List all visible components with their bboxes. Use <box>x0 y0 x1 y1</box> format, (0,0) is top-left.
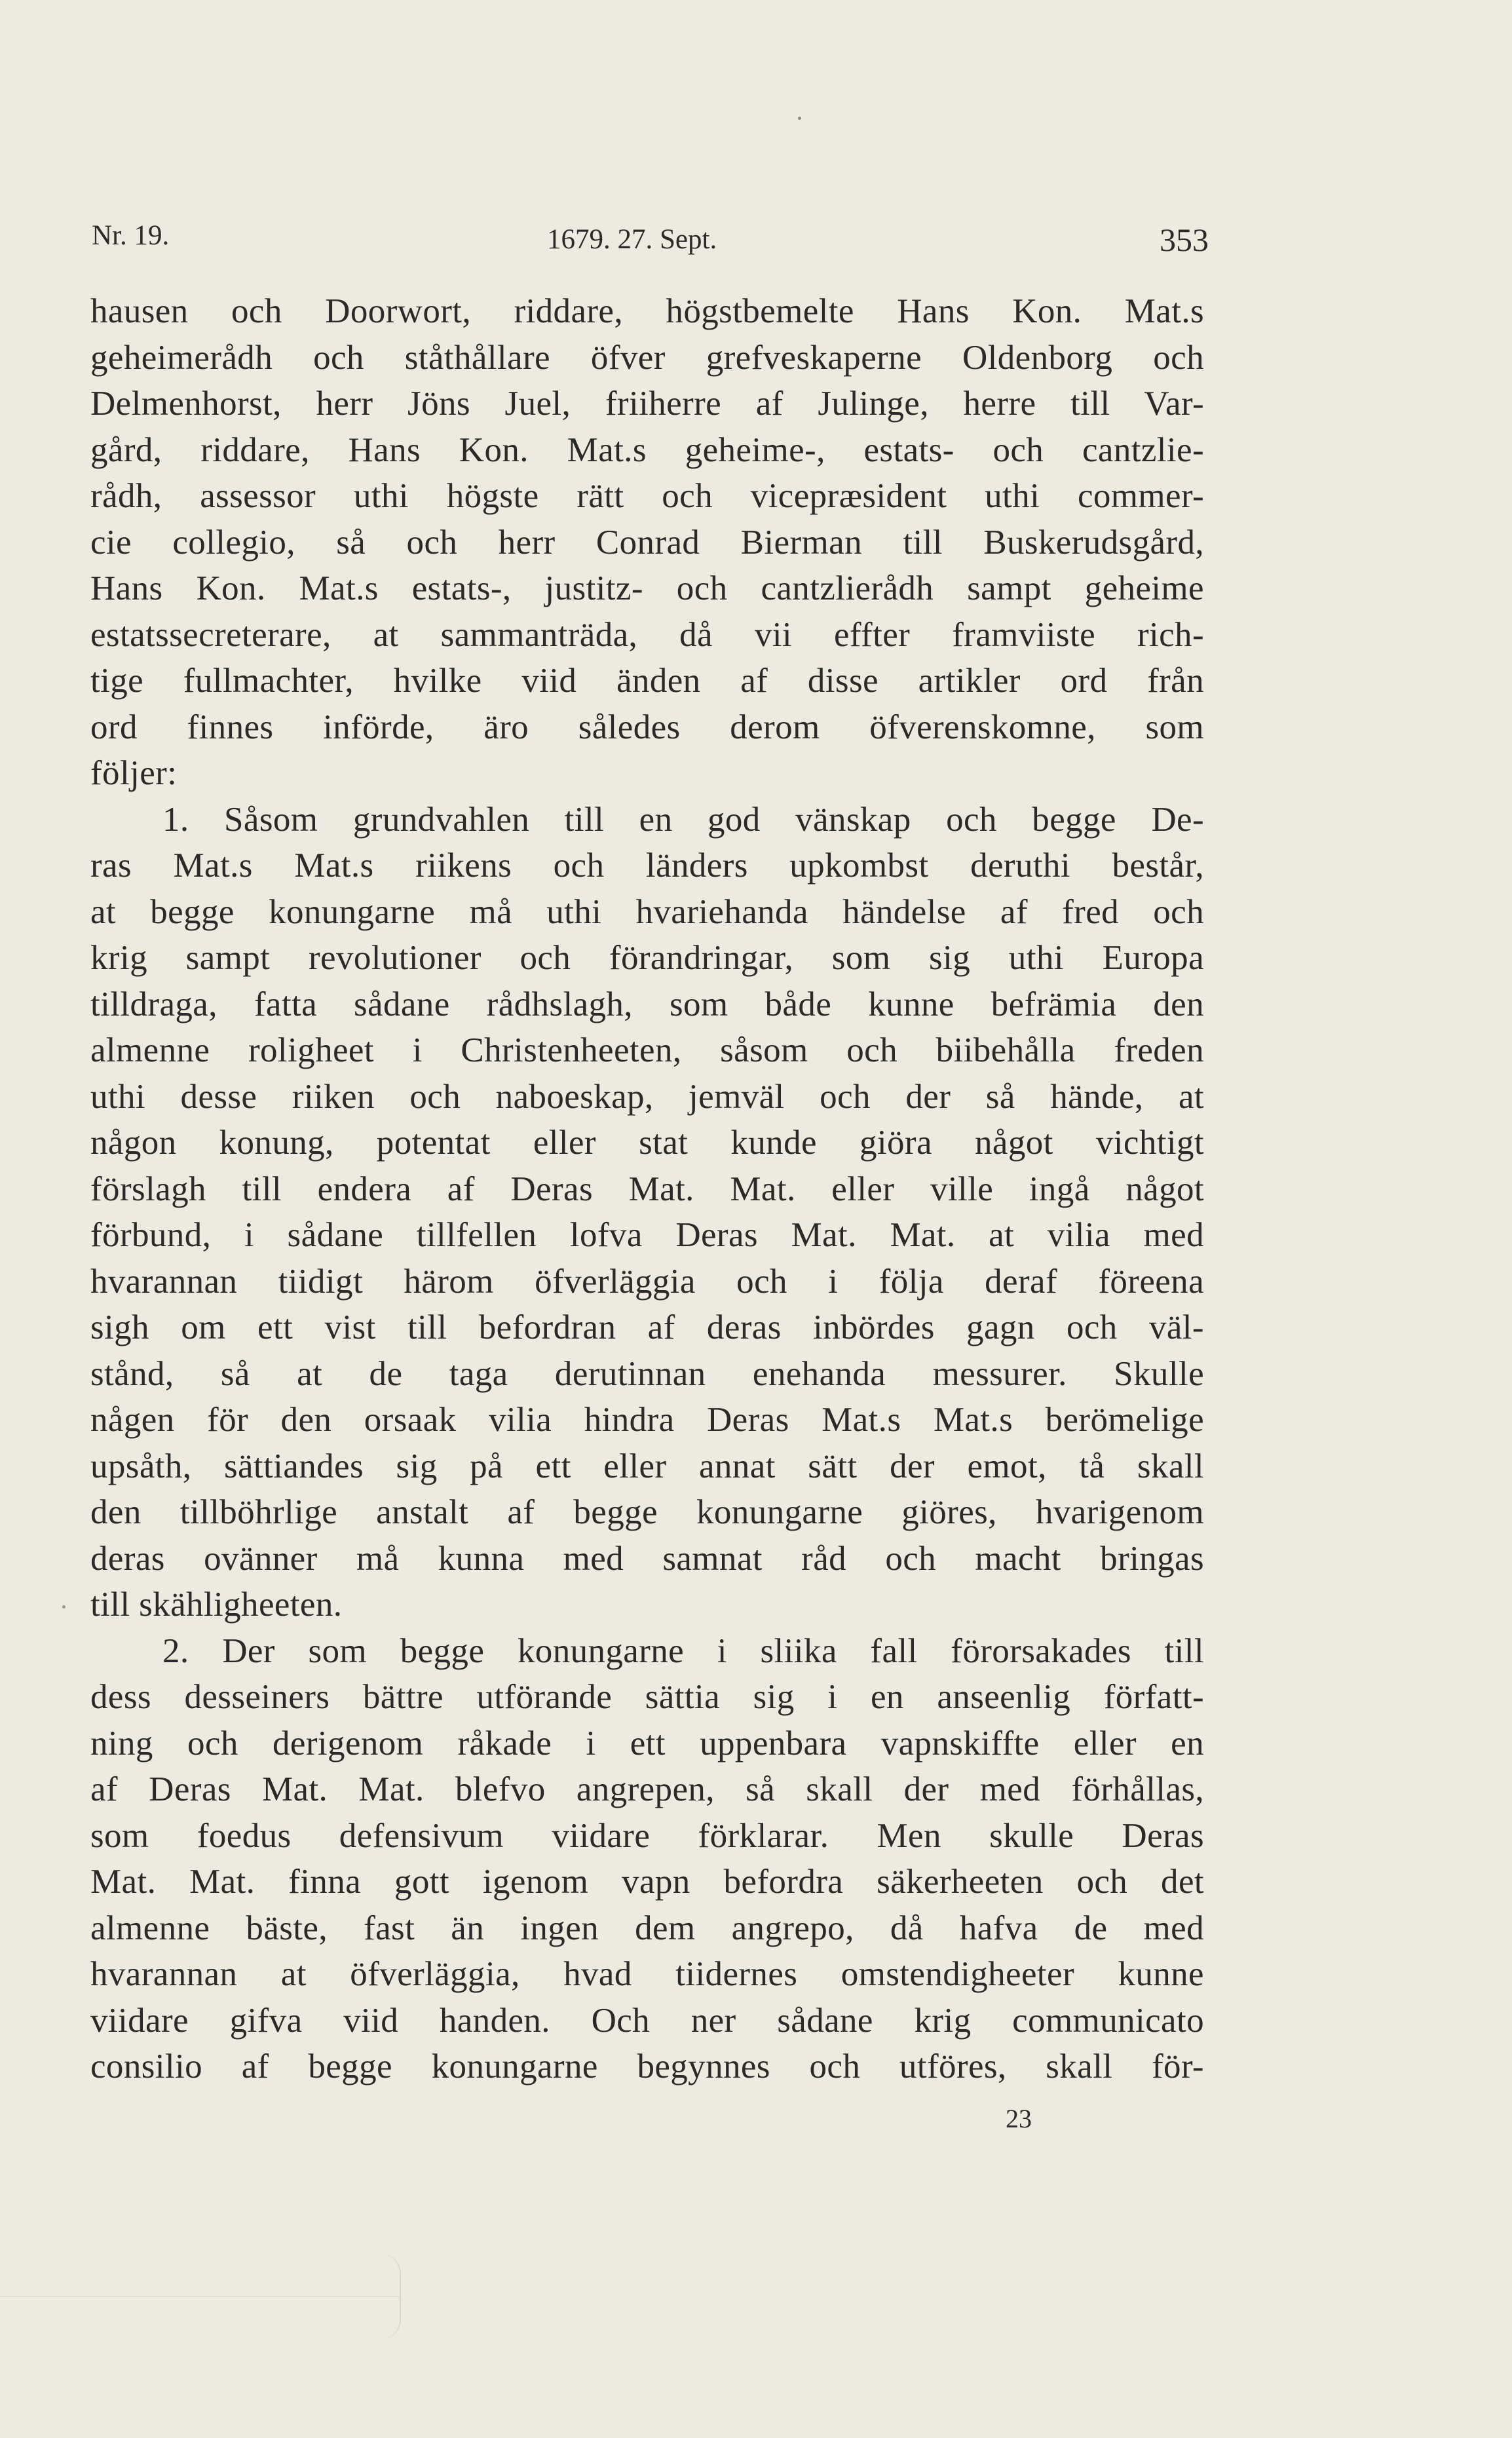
text-line: hausen och Doorwort, riddare, högstbemelte Hans Kon. Mat.s <box>90 292 1204 330</box>
margin-speck <box>62 1605 66 1609</box>
paragraph-2-start: 2. Der som begge konungarne i sliika fall förorsakades till <box>162 1631 1204 1670</box>
text-line: gård, riddare, Hans Kon. Mat.s geheime-, estats- och cantzlie- <box>90 430 1204 469</box>
text-line: at begge konungarne må uthi hvariehanda händelse af fred och <box>90 892 1204 931</box>
text-line: följer: <box>90 754 178 792</box>
speck <box>798 117 801 120</box>
text-line: rådh, assessor uthi högste rätt och vicepræsident uthi commer- <box>90 477 1204 515</box>
text-line: ning och derigenom råkade i ett uppenbara vapnskiffte eller en <box>90 1724 1204 1762</box>
bleed-through-line <box>0 2296 400 2297</box>
text-line: almenne bäste, fast än ingen dem angrepo, då hafva de med <box>90 1909 1204 1947</box>
text-line: hvarannan tiidigt härom öfverläggia och i följa deraf föreena <box>90 1262 1204 1301</box>
text-line: cie collegio, så och herr Conrad Bierman till Buskerudsgård, <box>90 523 1204 562</box>
text-line: någen för den orsaak vilia hindra Deras Mat.s Mat.s berömelige <box>90 1401 1204 1439</box>
text-line: någon konung, potentat eller stat kunde giöra något vichtigt <box>90 1124 1204 1162</box>
text-line: uthi desse riiken och naboeskap, jemväl och der så hände, at <box>90 1077 1204 1116</box>
body-text <box>90 288 1204 2090</box>
text-line: som foedus defensivum viidare förklarar. Men skulle Deras <box>90 1816 1204 1855</box>
text-line: tige fullmachter, hvilke viid änden af disse artikler ord från <box>90 662 1204 700</box>
text-line: consilio af begge konungarne begynnes och utföres, skall för- <box>90 2048 1204 2086</box>
text-line: upsåth, sättiandes sig på ett eller annat sätt der emot, tå skall <box>90 1447 1204 1485</box>
text-line: krig sampt revolutioner och förandringar, som sig uthi Europa <box>90 939 1204 977</box>
page-number: 353 <box>1160 221 1209 258</box>
text-line: Delmenhorst, herr Jöns Juel, friiherre af Julinge, herre till Var- <box>90 385 1204 423</box>
text-line: förbund, i sådane tillfellen lofva Deras Mat. Mat. at vilia med <box>90 1216 1204 1254</box>
text-line: Mat. Mat. finna gott igenom vapn befordra säkerheeten och det <box>90 1863 1204 1901</box>
text-line: förslagh till endera af Deras Mat. Mat. eller ville ingå något <box>90 1170 1204 1208</box>
text-line: den tillböhrlige anstalt af begge konungarne giöres, hvarigenom <box>90 1493 1204 1531</box>
text-line: geheimerådh och ståthållare öfver grefveskaperne Oldenborg och <box>90 338 1204 377</box>
text-line: ras Mat.s Mat.s riikens och länders upkombst deruthi består, <box>90 847 1204 885</box>
signature-number: 23 <box>1006 2104 1032 2133</box>
text-line: hvarannan at öfverläggia, hvad tiidernes omstendigheeter kunne <box>90 1955 1204 1993</box>
text-line: tilldraga, fatta sådane rådhslagh, som både kunne befrämia den <box>90 985 1204 1023</box>
text-line: dess desseiners bättre utförande sättia sig i en anseenlig författ- <box>90 1678 1204 1716</box>
document-date: 1679. 27. Sept. <box>547 224 717 255</box>
text-line: sigh om ett vist till befordran af deras inbördes gagn och väl- <box>90 1308 1204 1346</box>
text-line: af Deras Mat. Mat. blefvo angrepen, så skall der med förhållas, <box>90 1770 1204 1808</box>
text-line: stånd, så at de taga derutinnan enehanda messurer. Skulle <box>90 1354 1204 1393</box>
page-header <box>92 219 1209 265</box>
bleed-through-bracket <box>367 2254 401 2339</box>
text-line: deras ovänner må kunna med samnat råd och macht bringas <box>90 1539 1204 1578</box>
text-line: estatssecreterare, at sammanträda, då vii effter framviiste rich- <box>90 615 1204 654</box>
text-line: almenne roligheet i Christenheeten, såsom och biibehålla freden <box>90 1031 1204 1069</box>
text-line: ord finnes införde, äro således derom öfverenskomne, som <box>90 708 1204 746</box>
text-line: till skähligheeten. <box>90 1586 343 1624</box>
document-number: Nr. 19. <box>92 220 170 251</box>
text-line: Hans Kon. Mat.s estats-, justitz- och cantzlierådh sampt geheime <box>90 569 1204 607</box>
paragraph-1-start: 1. Såsom grundvahlen till en god vänskap och begge De- <box>162 800 1204 839</box>
text-line: viidare gifva viid handen. Och ner sådane krig communicato <box>90 2001 1204 2040</box>
